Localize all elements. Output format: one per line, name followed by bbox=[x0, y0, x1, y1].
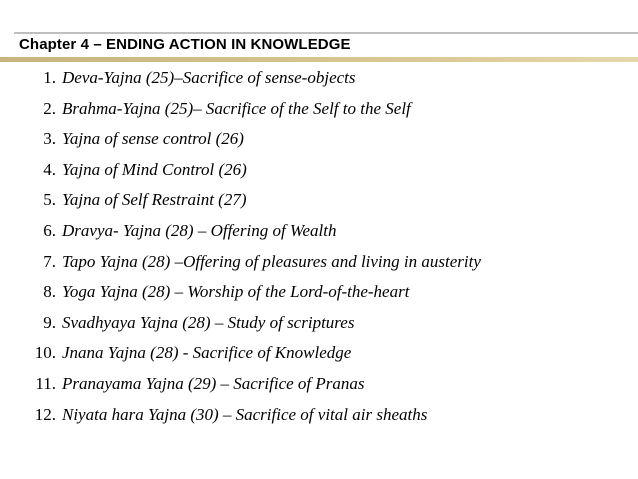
list-item-text: Yoga Yajna (28) – Worship of the Lord-of-the-heart bbox=[62, 282, 410, 302]
list-item-text: Yajna of Self Restraint (27) bbox=[62, 190, 247, 210]
list-item bbox=[0, 124, 638, 155]
list-item bbox=[0, 94, 638, 125]
list-item-number: 3. bbox=[43, 129, 56, 149]
list-item-number: 8. bbox=[43, 282, 56, 302]
list-item bbox=[0, 63, 638, 94]
list-item-number: 9. bbox=[43, 312, 56, 332]
list-item-number: 1. bbox=[43, 68, 56, 87]
header-accent-bar bbox=[0, 57, 638, 62]
list-item-text: Deva-Yajna (25)–Sacrifice of sense-objects bbox=[62, 68, 356, 87]
slide-header bbox=[0, 32, 638, 59]
list-item bbox=[0, 369, 638, 400]
list-item-text: Yajna of sense control (26) bbox=[62, 129, 244, 149]
header-top-rule bbox=[14, 32, 638, 34]
list-item-text: Tapo Yajna (28) –Offering of pleasures and living in austerity bbox=[62, 251, 481, 271]
list-item bbox=[0, 277, 638, 308]
list-item bbox=[0, 185, 638, 216]
list-item-number: 4. bbox=[43, 159, 56, 179]
list-item-number: 10. bbox=[34, 343, 56, 363]
list-item-number: 2. bbox=[43, 98, 56, 118]
list-item bbox=[0, 247, 638, 278]
list-item-number: 6. bbox=[43, 220, 56, 240]
list-item-number: 5. bbox=[43, 190, 56, 210]
list-item bbox=[0, 308, 638, 339]
list-item-text: Niyata hara Yajna (30) – Sacrifice of vital air sheaths bbox=[62, 404, 428, 424]
yajna-list bbox=[0, 63, 638, 430]
list-item-number: 12. bbox=[34, 404, 56, 424]
list-item-text: Svadhyaya Yajna (28) – Study of scriptures bbox=[62, 312, 355, 332]
list-item-number: 11. bbox=[35, 373, 56, 393]
slide-title: Chapter 4 – ENDING ACTION IN KNOWLEDGE bbox=[19, 36, 351, 53]
list-item bbox=[0, 155, 638, 186]
list-item-text: Dravya- Yajna (28) – Offering of Wealth bbox=[62, 220, 337, 240]
list-item-text: Brahma-Yajna (25)– Sacrifice of the Self to the Self bbox=[62, 98, 411, 118]
list-item-text: Jnana Yajna (28) - Sacrifice of Knowledge bbox=[62, 343, 352, 363]
list-item bbox=[0, 338, 638, 369]
list-item bbox=[0, 216, 638, 247]
list-item-text: Yajna of Mind Control (26) bbox=[62, 159, 247, 179]
list-item-number: 7. bbox=[43, 251, 56, 271]
list-item bbox=[0, 400, 638, 431]
list-item-text: Pranayama Yajna (29) – Sacrifice of Pranas bbox=[62, 373, 365, 393]
